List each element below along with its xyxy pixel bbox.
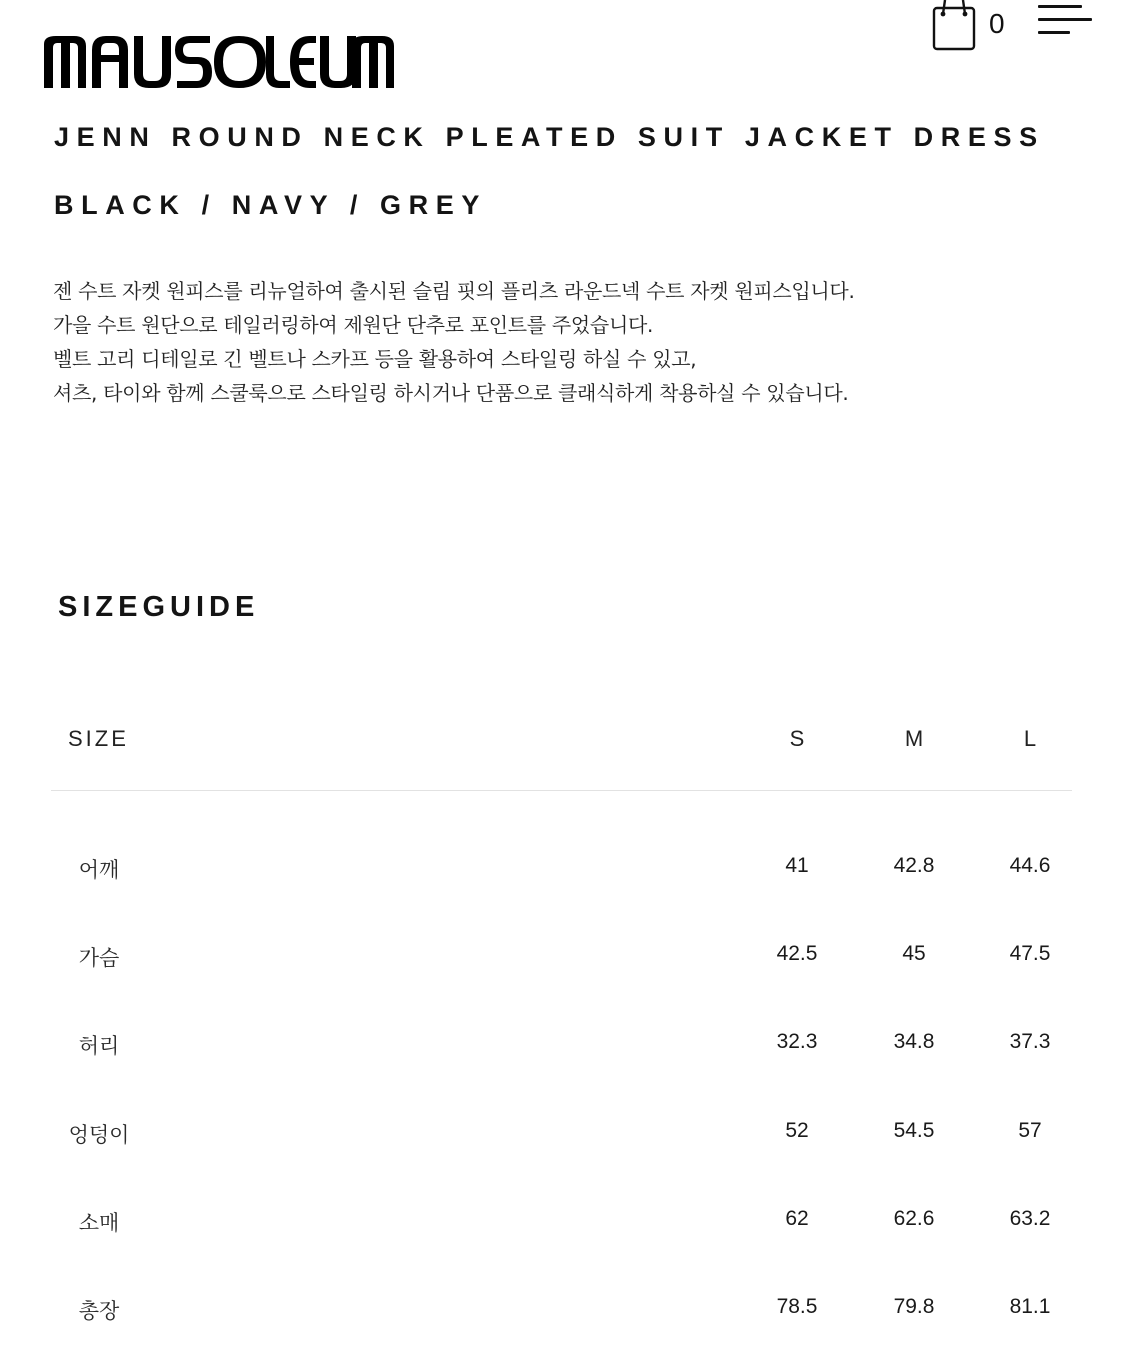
table-row-chest [51,942,1072,982]
cell-s: 62 [785,1207,809,1230]
table-row-length [51,1295,1072,1335]
row-label: 허리 [78,1034,120,1058]
cell-s: 32.3 [776,1030,818,1053]
cell-m: 62.6 [893,1207,935,1230]
cell-l: 44.6 [1009,854,1051,877]
description-line: 셔츠, 타이와 함께 스쿨룩으로 스타일링 하시거나 단품으로 클래식하게 착용하실 수 있습니다. [53,381,849,405]
table-row-sleeve [51,1207,1072,1247]
column-header-l: L [1023,726,1037,751]
table-row-waist [51,1030,1072,1070]
cell-m: 45 [902,942,926,965]
product-colors: BLACK / NAVY / GREY [54,190,487,220]
cell-s: 52 [785,1119,809,1142]
size-guide-table [51,720,1072,1323]
description-line: 가을 수트 원단으로 테일러링하여 제원단 단추로 포인트를 주었습니다. [53,313,654,337]
row-label: 총장 [78,1299,120,1323]
description-line: 젠 수트 자켓 원피스를 리뉴얼하여 출시된 슬림 핏의 플리츠 라운드넥 수트 자켓 원피스입니다. [53,279,855,303]
cell-s: 41 [785,854,809,877]
size-guide-heading: SIZEGUIDE [58,591,260,623]
column-header-s: S [789,726,805,751]
product-description [53,274,855,410]
cell-l: 81.1 [1009,1295,1051,1318]
cell-s: 78.5 [776,1295,818,1318]
cell-m: 54.5 [893,1119,935,1142]
product-title: JENN ROUND NECK PLEATED SUIT JACKET DRESS [54,122,1045,152]
row-label: 엉덩이 [68,1123,130,1147]
shopping-bag-icon [930,0,978,52]
table-row-hip [51,1119,1072,1159]
size-column-header: SIZE [68,726,129,751]
cart-button[interactable] [930,0,978,52]
row-label: 가슴 [78,946,120,970]
cell-s: 42.5 [776,942,818,965]
table-row-shoulder [51,854,1072,894]
row-label: 어깨 [78,858,120,882]
cart-count-badge: 0 [989,8,1005,39]
cell-m: 79.8 [893,1295,935,1318]
brand-logo[interactable] [44,36,394,88]
cell-m: 34.8 [893,1030,935,1053]
description-line: 벨트 고리 디테일로 긴 벨트나 스카프 등을 활용하여 스타일링 하실 수 있고, [53,347,697,371]
cell-m: 42.8 [893,854,935,877]
cell-l: 63.2 [1009,1207,1051,1230]
row-label: 소매 [78,1211,120,1235]
cell-l: 47.5 [1009,942,1051,965]
cell-l: 57 [1018,1119,1042,1142]
menu-button[interactable] [1036,2,1094,34]
cell-l: 37.3 [1009,1030,1051,1053]
mausoleum-wordmark [44,36,394,88]
table-header [51,720,1072,791]
column-header-m: M [904,726,924,751]
